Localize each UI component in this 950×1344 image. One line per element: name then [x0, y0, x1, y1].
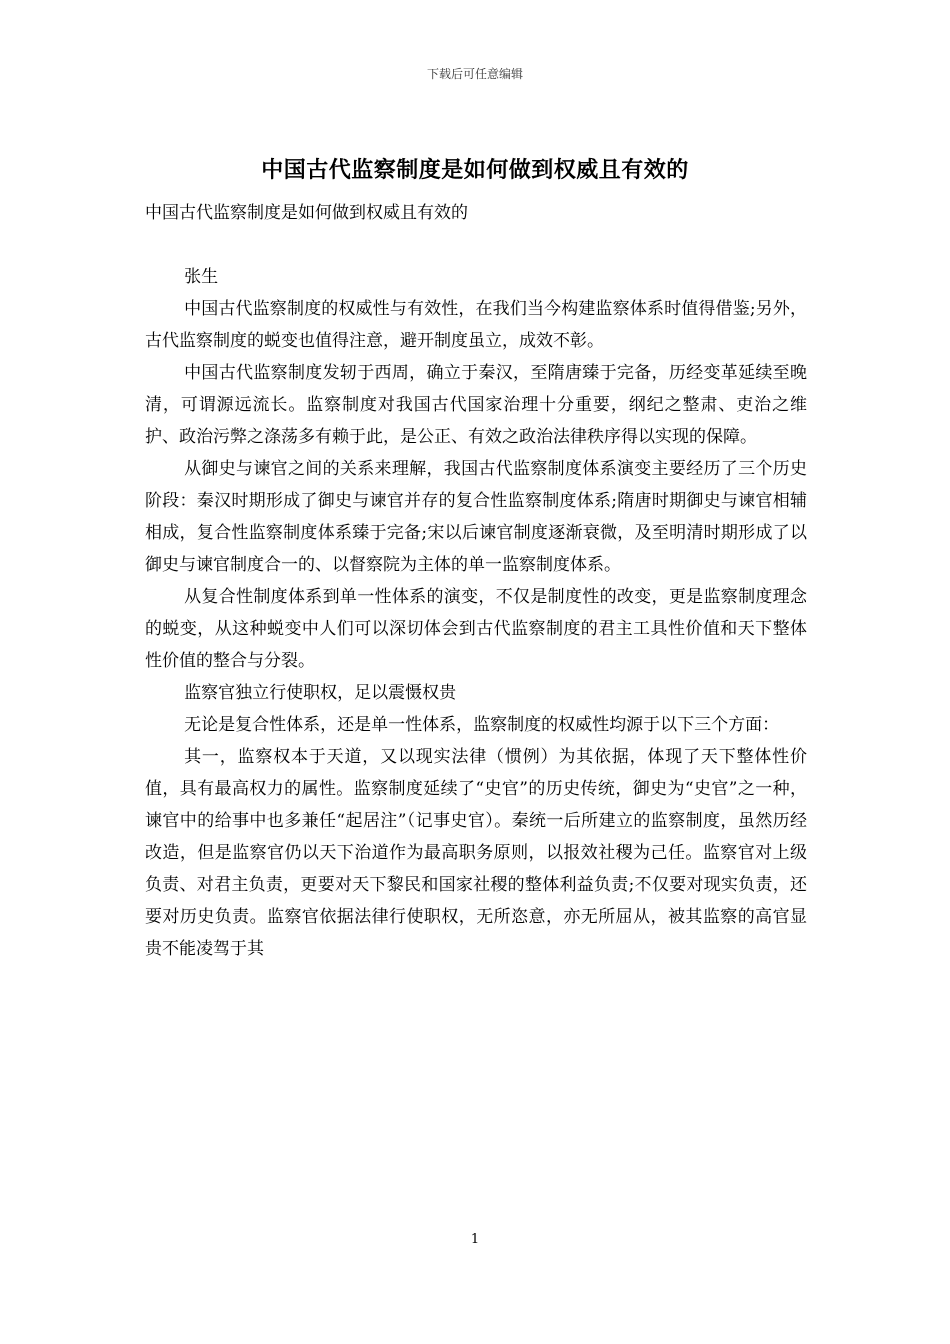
page-number: 1 [470, 1232, 480, 1247]
paragraph: 其一，监察权本于天道，又以现实法律（惯例）为其依据，体现了天下整体性价值，具有最高权力的属性。监察制度延续了“史官”的历史传统，御史为“史官”之一种，谏官中的给事中也多兼任“起居注”（记事史官）。秦统一后所建立的监察制度，虽然历经改造，但是监察官仍以天下治道作为最高职务原则，以报效社稷为己任。监察官对上级负责、对君主负责，更要对天下黎民和国家社稷的整体利益负责;不仅要对现实负责，还要对历史负责。监察官依据法律行使职权，无所恣意，亦无所屈从，被其监察的高官显贵不能凌驾于其 [145, 747, 807, 959]
section-heading: 监察官独立行使职权，足以震慑权贵 [184, 683, 457, 703]
document-body [145, 197, 807, 965]
document-title: 中国古代监察制度是如何做到权威且有效的 [261, 157, 689, 183]
paragraph: 中国古代监察制度发轫于西周，确立于秦汉，至隋唐臻于完备，历经变革延续至晚清，可谓源远流长。监察制度对我国古代国家治理十分重要，纲纪之整肃、吏治之维护、政治污弊之涤荡多有赖于此，是公正、有效之政治法律秩序得以实现的保障。 [145, 363, 807, 447]
document-subtitle: 中国古代监察制度是如何做到权威且有效的 [145, 203, 468, 223]
paragraph: 从御史与谏官之间的关系来理解，我国古代监察制度体系演变主要经历了三个历史阶段：秦汉时期形成了御史与谏官并存的复合性监察制度体系;隋唐时期御史与谏官相辅相成，复合性监察制度体系臻于完备;宋以后谏官制度逐渐衰微，及至明清时期形成了以御史与谏官制度合一的、以督察院为主体的单一监察制度体系。 [145, 459, 807, 575]
paragraph: 从复合性制度体系到单一性体系的演变，不仅是制度性的改变，更是监察制度理念的蜕变，从这种蜕变中人们可以深切体会到古代监察制度的君主工具性价值和天下整体性价值的整合与分裂。 [145, 587, 807, 671]
page-header: 下载后可任意编辑 [426, 67, 523, 81]
blank-line [145, 229, 807, 261]
paragraph: 中国古代监察制度的权威性与有效性，在我们当今构建监察体系时值得借鉴;另外，古代监察制度的蜕变也值得注意，避开制度虽立，成效不彰。 [145, 299, 807, 351]
author-line: 张生 [184, 267, 219, 287]
paragraph: 无论是复合性体系，还是单一性体系，监察制度的权威性均源于以下三个方面： [184, 715, 780, 735]
